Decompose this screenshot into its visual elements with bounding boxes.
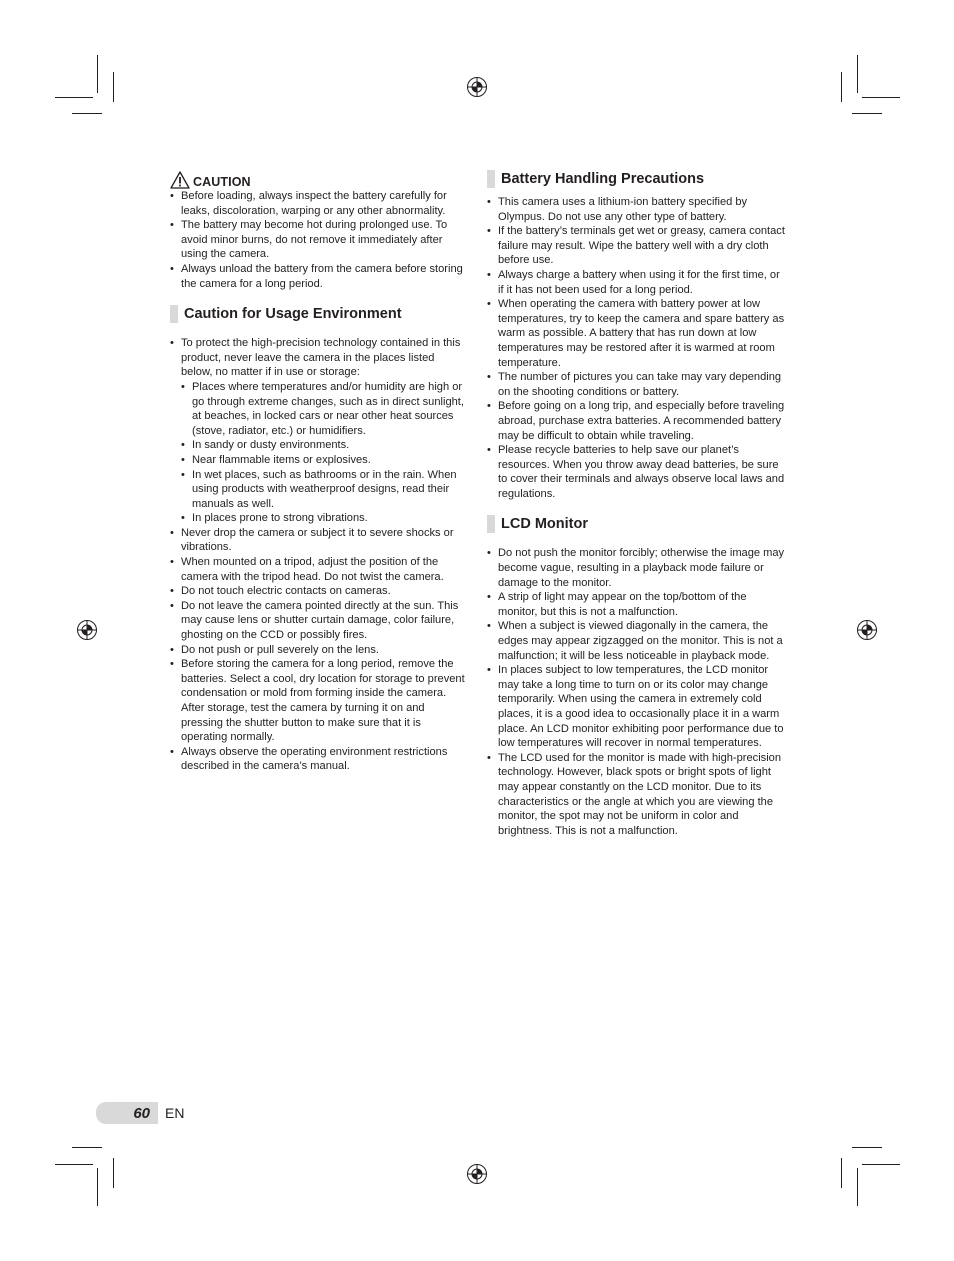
crop-mark	[113, 1158, 114, 1188]
crop-mark	[857, 55, 858, 93]
section-heading-lcd	[487, 515, 785, 533]
section-heading-battery	[487, 170, 785, 188]
right-column	[487, 169, 785, 838]
usage-list	[170, 336, 468, 774]
section-marker	[487, 515, 495, 533]
left-column	[170, 169, 468, 774]
section-title: LCD Monitor	[501, 516, 588, 533]
registration-mark-icon	[467, 1164, 487, 1184]
list-item: • In sandy or dusty environments.	[181, 438, 468, 453]
list-item: • When operating the camera with battery power at low temperatures, try to keep the camera and spare battery as warm as possible. A battery that has run down at low temperatures may be restored after it is warmed at room temperature.	[487, 297, 785, 370]
registration-mark-icon	[77, 620, 97, 640]
list-item: • Near flammable items or explosives.	[181, 453, 468, 468]
crop-mark	[55, 97, 93, 98]
crop-mark	[97, 1168, 98, 1206]
section-marker	[170, 305, 178, 323]
caution-heading	[170, 169, 468, 189]
list-item: • Do not touch electric contacts on cameras.	[170, 584, 468, 599]
list-item: • Before loading, always inspect the battery carefully for leaks, discoloration, warping or any other abnormality.	[170, 189, 468, 218]
lcd-list	[487, 546, 785, 838]
list-item: • Places where temperatures and/or humidity are high or go through extreme changes, such as in direct sunlight, at beaches, in locked cars or near other heat sources (stove, radiator, etc.) or humidifiers.	[181, 380, 468, 438]
section-title: Caution for Usage Environment	[184, 306, 402, 323]
list-item: • Before storing the camera for a long period, remove the batteries. Select a cool, dry location for storage to prevent condensation or mold from forming inside the camera. After storage, test the camera by turning it on and pressing the shutter button to make sure that it is operating normally.	[170, 657, 468, 745]
list-item: • This camera uses a lithium-ion battery specified by Olympus. Do not use any other type of battery.	[487, 195, 785, 224]
list-item: • Always observe the operating environment restrictions described in the camera’s manual.	[170, 745, 468, 774]
page-footer	[96, 1102, 184, 1124]
page-number: 60	[96, 1102, 158, 1124]
usage-intro: To protect the high-precision technology contained in this product, never leave the camera in the places listed below, no matter if in use or storage:	[181, 337, 461, 379]
places-list	[181, 380, 468, 526]
crop-mark	[55, 1164, 93, 1165]
crop-mark	[841, 1158, 842, 1188]
registration-mark-icon	[857, 620, 877, 640]
crop-mark	[841, 72, 842, 102]
list-item: • The battery may become hot during prolonged use. To avoid minor burns, do not remove it immediately after using the camera.	[170, 218, 468, 262]
crop-mark	[857, 1168, 858, 1206]
list-item	[170, 336, 468, 526]
list-item: • If the battery’s terminals get wet or greasy, camera contact failure may result. Wipe the battery well with a dry cloth before use.	[487, 224, 785, 268]
list-item: • A strip of light may appear on the top/bottom of the monitor, but this is not a malfunction.	[487, 590, 785, 619]
list-item: • When a subject is viewed diagonally in the camera, the edges may appear zigzagged on the monitor. This is not a malfunction; it will be less noticeable in playback mode.	[487, 619, 785, 663]
list-item: • In wet places, such as bathrooms or in the rain. When using products with weatherproof designs, read their manuals as well.	[181, 468, 468, 512]
registration-mark-icon	[467, 77, 487, 97]
list-item: • Before going on a long trip, and especially before traveling abroad, purchase extra batteries. A recommended battery may be difficult to obtain while traveling.	[487, 399, 785, 443]
crop-mark	[72, 1147, 102, 1148]
crop-mark	[72, 113, 102, 114]
crop-mark	[862, 1164, 900, 1165]
battery-list	[487, 195, 785, 501]
crop-mark	[862, 97, 900, 98]
crop-mark	[113, 72, 114, 102]
crop-mark	[852, 113, 882, 114]
language-code: EN	[165, 1105, 185, 1121]
caution-label: CAUTION	[193, 175, 251, 189]
list-item: • When mounted on a tripod, adjust the position of the camera with the tripod head. Do not twist the camera.	[170, 555, 468, 584]
crop-mark	[852, 1147, 882, 1148]
list-item: • Always charge a battery when using it for the first time, or if it has not been used for a long period.	[487, 268, 785, 297]
section-marker	[487, 170, 495, 188]
list-item: • Always unload the battery from the camera before storing the camera for a long period.	[170, 262, 468, 291]
section-heading-usage	[170, 305, 468, 323]
list-item: • Do not push the monitor forcibly; otherwise the image may become vague, resulting in a playback mode failure or damage to the monitor.	[487, 546, 785, 590]
list-item: • Never drop the camera or subject it to severe shocks or vibrations.	[170, 526, 468, 555]
list-item: • The LCD used for the monitor is made with high-precision technology. However, black spots or bright spots of light may appear constantly on the LCD monitor. Due to its characteristics or the angle at which you are viewing the monitor, the spot may not be uniform in color and brightness. This is not a malfunction.	[487, 751, 785, 839]
list-item: • The number of pictures you can take may vary depending on the shooting conditions or battery.	[487, 370, 785, 399]
list-item: • In places prone to strong vibrations.	[181, 511, 468, 526]
warning-triangle-icon	[170, 171, 190, 189]
list-item: • Please recycle batteries to help save our planet’s resources. When you throw away dead batteries, be sure to cover their terminals and always observe local laws and regulations.	[487, 443, 785, 501]
section-title: Battery Handling Precautions	[501, 171, 705, 187]
list-item: • In places subject to low temperatures, the LCD monitor may take a long time to turn on or its color may change temporarily. When using the camera in extremely cold places, it is a good idea to occasionally place it in a warm place. An LCD monitor exhibiting poor performance due to low temperatures will recover in normal temperatures.	[487, 663, 785, 751]
crop-mark	[97, 55, 98, 93]
caution-list	[170, 189, 468, 291]
list-item: • Do not leave the camera pointed directly at the sun. This may cause lens or shutter curtain damage, color failure, ghosting on the CCD or possibly fires.	[170, 599, 468, 643]
list-item: • Do not push or pull severely on the lens.	[170, 643, 468, 658]
